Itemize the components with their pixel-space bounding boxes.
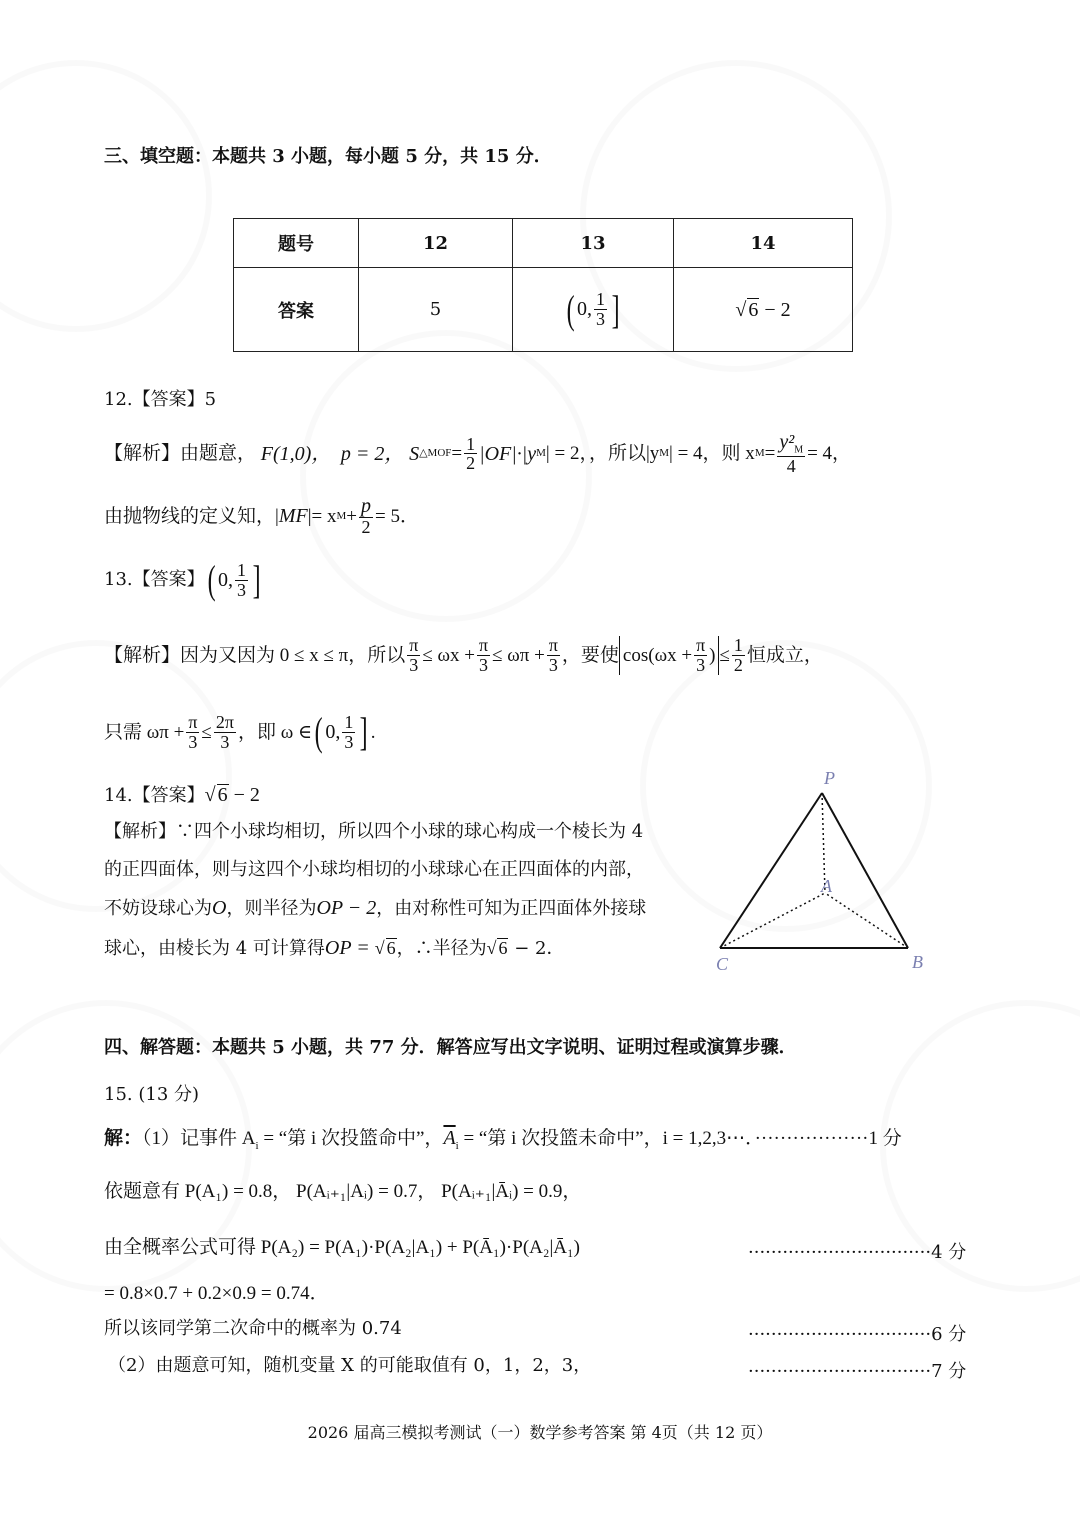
page-footer: 2026 届高三模拟考测试（一）数学参考答案 第 4页（共 12 页） <box>307 1423 773 1442</box>
q14-analysis-line1: 【解析】∵四个小球均相切，所以四个小球的球心构成一个棱长为 4 <box>104 821 644 842</box>
section-title: 三、填空题：本题共 3 小题，每小题 5 分，共 15 分． <box>104 146 552 167</box>
edge-ca <box>720 893 825 948</box>
q14-analysis-line2: 的正四面体，则与这四个小球均相切的小球球心在正四面体的内部， <box>104 859 644 880</box>
q14-analysis-line4: 球心，由棱长为 4 可计算得OP = √ 6，∴半径为√ 6 − 2． <box>104 937 565 959</box>
q15-line5: 所以该同学第二次命中的概率为 0.74 <box>104 1318 402 1339</box>
q15-line2: 依题意有 P(A₁) = 0.8， P(Aᵢ₊₁|Aᵢ) = 0.7， P(Aᵢ₊₁|Āᵢ) = 0.9， <box>104 1181 582 1202</box>
table-answer-label: 答案 <box>234 268 359 352</box>
q14-analysis-line3: 不妨设球心为O，则半径为OP − 2，由对称性可知为正四面体外接球 <box>104 897 647 919</box>
tetrahedron-figure <box>700 760 950 980</box>
table-col-14: 14 <box>674 219 853 268</box>
q15-line3: 由全概率公式可得 P(A₂) = P(A₁)·P(A₂|A₁) + P(Ā₁)·P(A₂|Ā₁) <box>104 1237 580 1258</box>
answer-table <box>233 218 853 352</box>
table-col-12: 12 <box>359 219 513 268</box>
table-answer-14: √ 6 − 2 <box>674 268 853 352</box>
watermark <box>300 330 592 622</box>
table-header-label: 题号 <box>234 219 359 268</box>
q12-analysis-line1: 【解析】 由题意， F(1,0)， p = 2， S △MOF = $\frac{1}{2}$ |OF|·|y M | = 2，，所以|y M | = 4，则 x M = $\frac{y^2_M}{4}$ = 4， <box>104 431 852 477</box>
q13-analysis-line1: 【解析】 因为又因为 0 ≤ x ≤ π，所以 $\frac{\pi}{3}$ ≤ ωx + $\frac{\pi}{3}$ ≤ ωπ + $\frac{\pi}{3}$ ，要使 cos(ωx + $\frac{\pi}{3}$ ) ≤ $\frac{1}{2}$ 恒成立， <box>104 635 823 675</box>
q12-analysis-line2: 由抛物线的定义知，| MF |= x M + $\frac{p}{2}$ = 5． <box>104 495 419 537</box>
edge-pc <box>720 793 822 948</box>
q15-line4: = 0.8×0.7 + 0.2×0.9 = 0.74． <box>104 1283 329 1304</box>
q12-answer: 12.【答案】5 <box>104 389 217 410</box>
label-c: C <box>716 954 729 974</box>
table-answer-12: 5 <box>359 268 513 352</box>
q15-line3-score: ································4 分 <box>748 1242 967 1263</box>
q13-analysis-line2: 只需 ωπ + $\frac{\pi}{3}$ ≤ $\frac{2\pi}{3}$ ，即 ω ∈ ( 0, $\frac{1}{3}$ ] . <box>104 709 376 754</box>
edge-pb <box>822 793 908 948</box>
q15-line5-score: ································6 分 <box>748 1324 967 1345</box>
q15-line6-score: ································7 分 <box>748 1361 967 1382</box>
table-answer-13: ( 0, $\frac{1}{3}$ ] <box>513 268 674 352</box>
label-a: A <box>821 876 832 896</box>
watermark <box>0 60 212 332</box>
edge-ba <box>825 893 908 948</box>
table-col-13: 13 <box>513 219 674 268</box>
label-b: B <box>912 952 923 972</box>
q15-header: 15. (13 分) <box>104 1084 200 1105</box>
label-p: P <box>824 768 835 788</box>
section-title: 四、解答题：本题共 5 小题，共 77 分．解答应写出文字说明、证明过程或演算步骤． <box>104 1037 797 1058</box>
q15-line1: 解：（1）记事件 $A_i$ = “第 i 次投篮命中”，$\overline{A}_i$ = “第 i 次投篮未命中”，i = 1,2,3⋯．··················1 分 <box>104 1127 902 1152</box>
q14-answer: 14.【答案】√ 6 − 2 <box>104 784 260 806</box>
q13-answer: 13.【答案】 ( 0, $\frac{1}{3}$ ] <box>104 557 261 602</box>
q15-line6: （2）由题意可知，随机变量 X 的可能取值有 0，1，2，3， <box>108 1355 592 1376</box>
